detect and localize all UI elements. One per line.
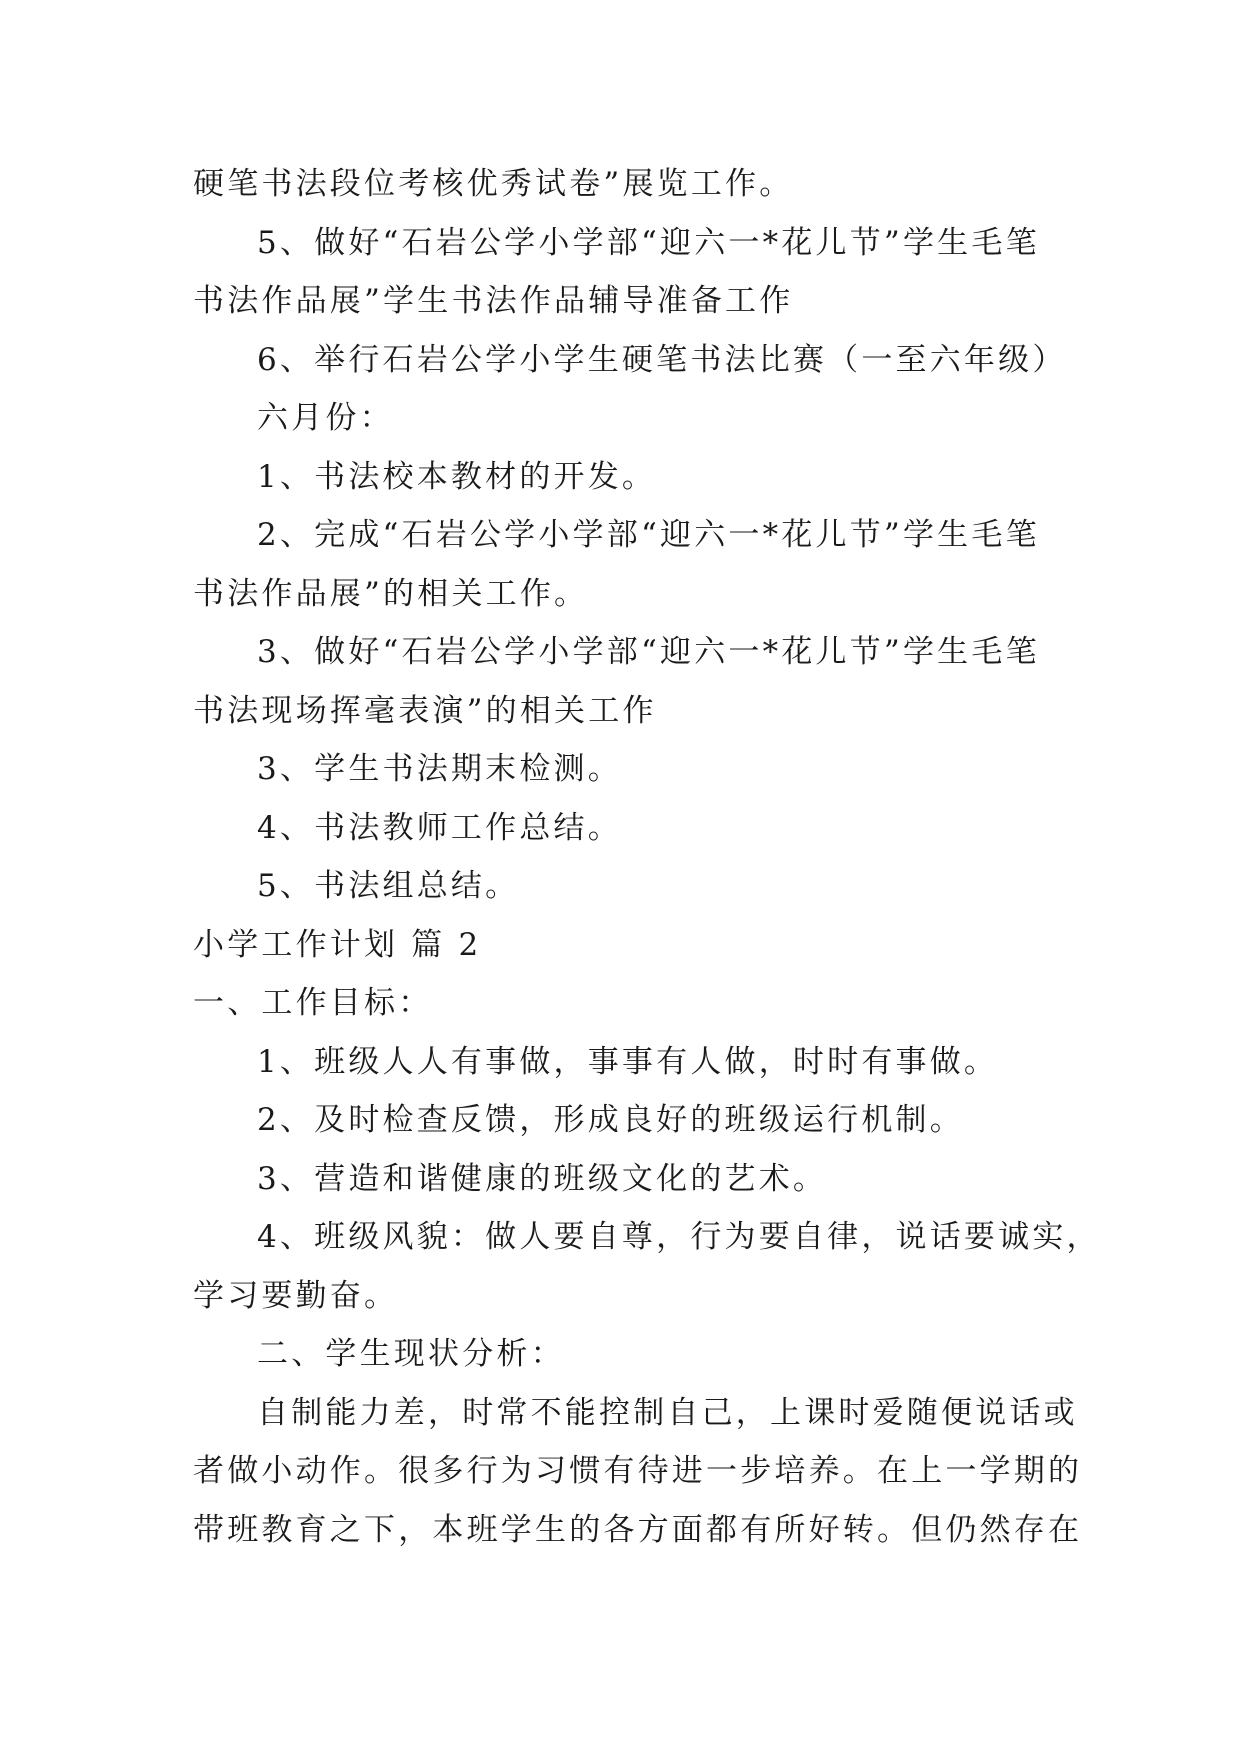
text-line-3: 书法作品展”学生书法作品辅导准备工作 xyxy=(193,283,794,319)
text-line-8: 书法作品展”的相关工作。 xyxy=(193,575,589,612)
text-line-13: 5、书法组总结。 xyxy=(257,868,520,904)
section-heading-analysis: 二、学生现状分析： xyxy=(257,1336,565,1372)
text-line-19: 4、班级风貌：做人要自尊，行为要自律，说话要诚实， xyxy=(257,1219,1101,1255)
text-line-23: 者做小动作。很多行为习惯有待进一步培养。在上一学期的 xyxy=(193,1453,1083,1489)
text-line-2: 5、做好“石岩公学小学部“迎六一*花儿节”学生毛笔 xyxy=(257,224,1040,261)
text-line-12: 4、书法教师工作总结。 xyxy=(257,809,622,846)
text-line-18: 3、营造和谐健康的班级文化的艺术。 xyxy=(257,1160,828,1197)
text-line-22: 自制能力差，时常不能控制自己，上课时爱随便说话或 xyxy=(257,1394,1078,1431)
text-line-10: 书法现场挥毫表演”的相关工作 xyxy=(193,692,657,729)
text-line-9: 3、做好“石岩公学小学部“迎六一*花儿节”学生毛笔 xyxy=(257,634,1040,670)
text-line-20: 学习要勤奋。 xyxy=(193,1277,399,1314)
text-line-7: 2、完成“石岩公学小学部“迎六一*花儿节”学生毛笔 xyxy=(257,517,1040,553)
document-page xyxy=(193,155,1101,1559)
section-heading-goals: 一、工作目标： xyxy=(193,985,433,1021)
text-line-1: 硬笔书法段位考核优秀试卷”展览工作。 xyxy=(193,166,794,202)
text-line-17: 2、及时检查反馈，形成良好的班级运行机制。 xyxy=(257,1102,964,1138)
text-line-6: 1、书法校本教材的开发。 xyxy=(257,458,657,495)
article-title: 小学工作计划 篇 2 xyxy=(193,926,482,963)
section-heading-june: 六月份： xyxy=(257,400,394,436)
text-line-16: 1、班级人人有事做，事事有人做，时时有事做。 xyxy=(257,1043,999,1080)
text-line-11: 3、学生书法期末检测。 xyxy=(257,751,622,787)
text-line-24: 带班教育之下，本班学生的各方面都有所好转。但仍然存在 xyxy=(193,1511,1083,1548)
text-line-4: 6、举行石岩公学小学生硬笔书法比赛（一至六年级） xyxy=(257,341,1067,378)
